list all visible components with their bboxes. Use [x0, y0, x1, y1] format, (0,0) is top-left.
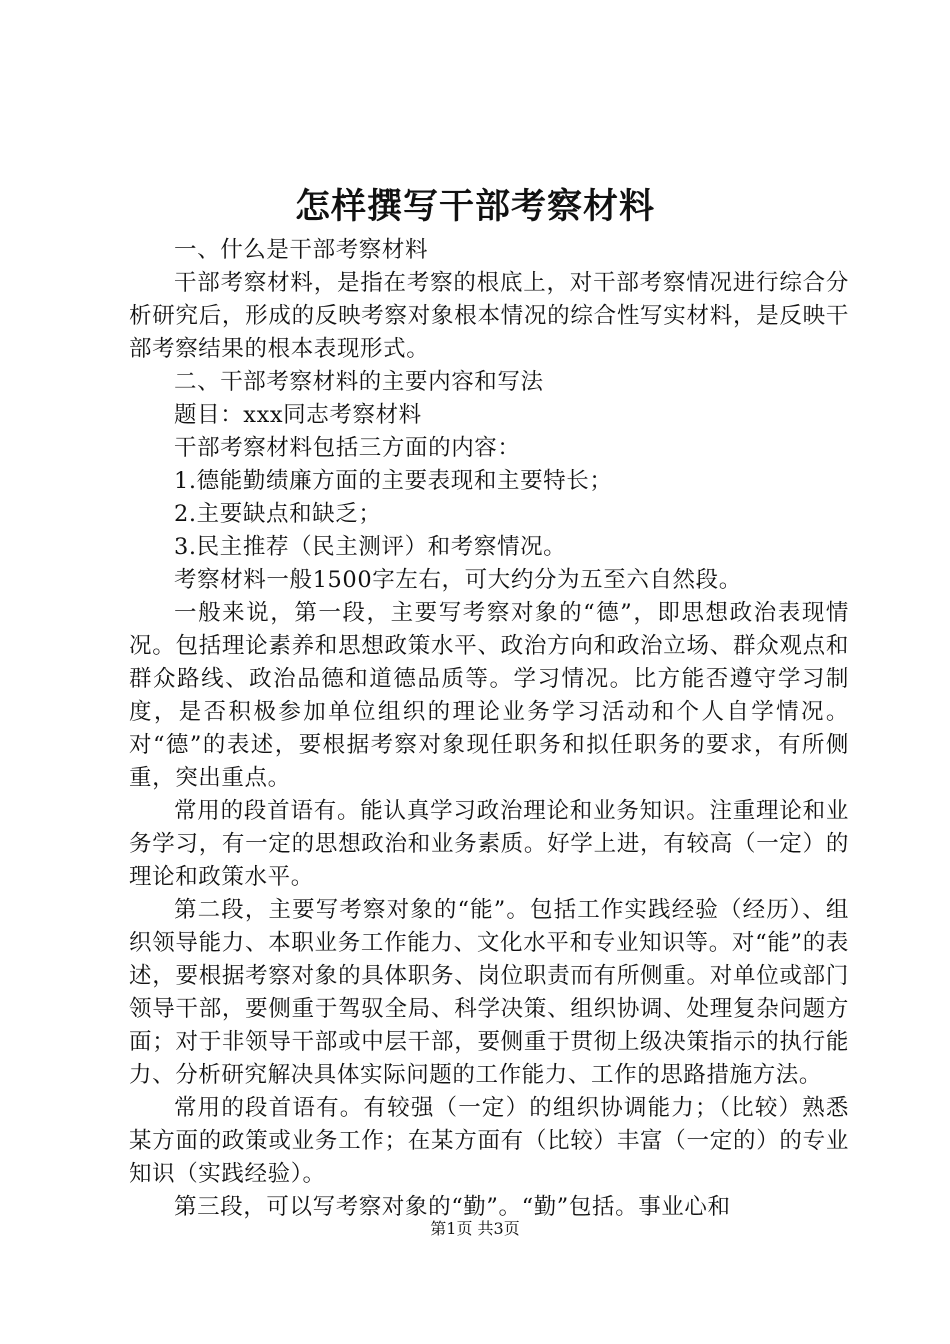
paragraph-contents-intro: 干部考察材料包括三方面的内容：: [174, 435, 521, 461]
section-heading-2: 二、干部考察材料的主要内容和写法: [174, 369, 544, 395]
paragraph-length: 考察材料一般1500字左右，可大约分为五至六自然段。: [174, 567, 742, 593]
paragraph-definition: 干部考察材料，是指在考察的根底上，对干部考察情况进行综合分析研究后，形成的反映考察对象根本情况的综合性写实材料，是反映干部考察结果的根本表现形式。: [129, 270, 849, 362]
paragraph-first-section: 一般来说，第一段，主要写考察对象的“德”，即思想政治表现情况。包括理论素养和思想政策水平、政治方向和政治立场、群众观点和群众路线、政治品德和道德品质等。学习情况。比方能否遵守学习制度，是否积极参加单位组织的理论业务学习活动和个人自学情况。对“德”的表述，要根据考察对象现任职务和拟任职务的要求，有所侧重，突出重点。: [129, 600, 849, 791]
page-footer: 第1页 共3页: [430, 1219, 520, 1238]
document-body: [129, 234, 849, 1224]
section-heading-1: 一、什么是干部考察材料: [174, 237, 429, 263]
paragraph-common-phrases-2: 常用的段首语有。有较强（一定）的组织协调能力；（比较）熟悉某方面的政策或业务工作；在某方面有（比较）丰富（一定的）的专业知识（实践经验）。: [129, 1095, 849, 1187]
list-item-1: 1.德能勤绩廉方面的主要表现和主要特长；: [174, 468, 613, 494]
paragraph-common-phrases-1: 常用的段首语有。能认真学习政治理论和业务知识。注重理论和业务学习，有一定的思想政治和业务素质。好学上进，有较高（一定）的理论和政策水平。: [129, 798, 849, 890]
list-item-2: 2.主要缺点和缺乏；: [174, 501, 382, 527]
paragraph-third-section: 第三段，可以写考察对象的“勤”。“勤”包括。事业心和: [174, 1194, 731, 1220]
document-title: 怎样撰写干部考察材料: [294, 186, 655, 227]
list-item-3: 3.民主推荐（民主测评）和考察情况。: [174, 534, 567, 560]
paragraph-second-section: 第二段，主要写考察对象的“能”。包括工作实践经验（经历）、组织领导能力、本职业务工作能力、文化水平和专业知识等。对“能”的表述，要根据考察对象的具体职务、岗位职责而有所侧重。对单位或部门领导干部，要侧重于驾驭全局、科学决策、组织协调、处理复杂问题方面；对于非领导干部或中层干部，要侧重于贯彻上级决策指示的执行能力、分析研究解决具体实际问题的工作能力、工作的思路措施方法。: [129, 897, 849, 1088]
paragraph-title-format: 题目：xxx同志考察材料: [174, 402, 422, 428]
